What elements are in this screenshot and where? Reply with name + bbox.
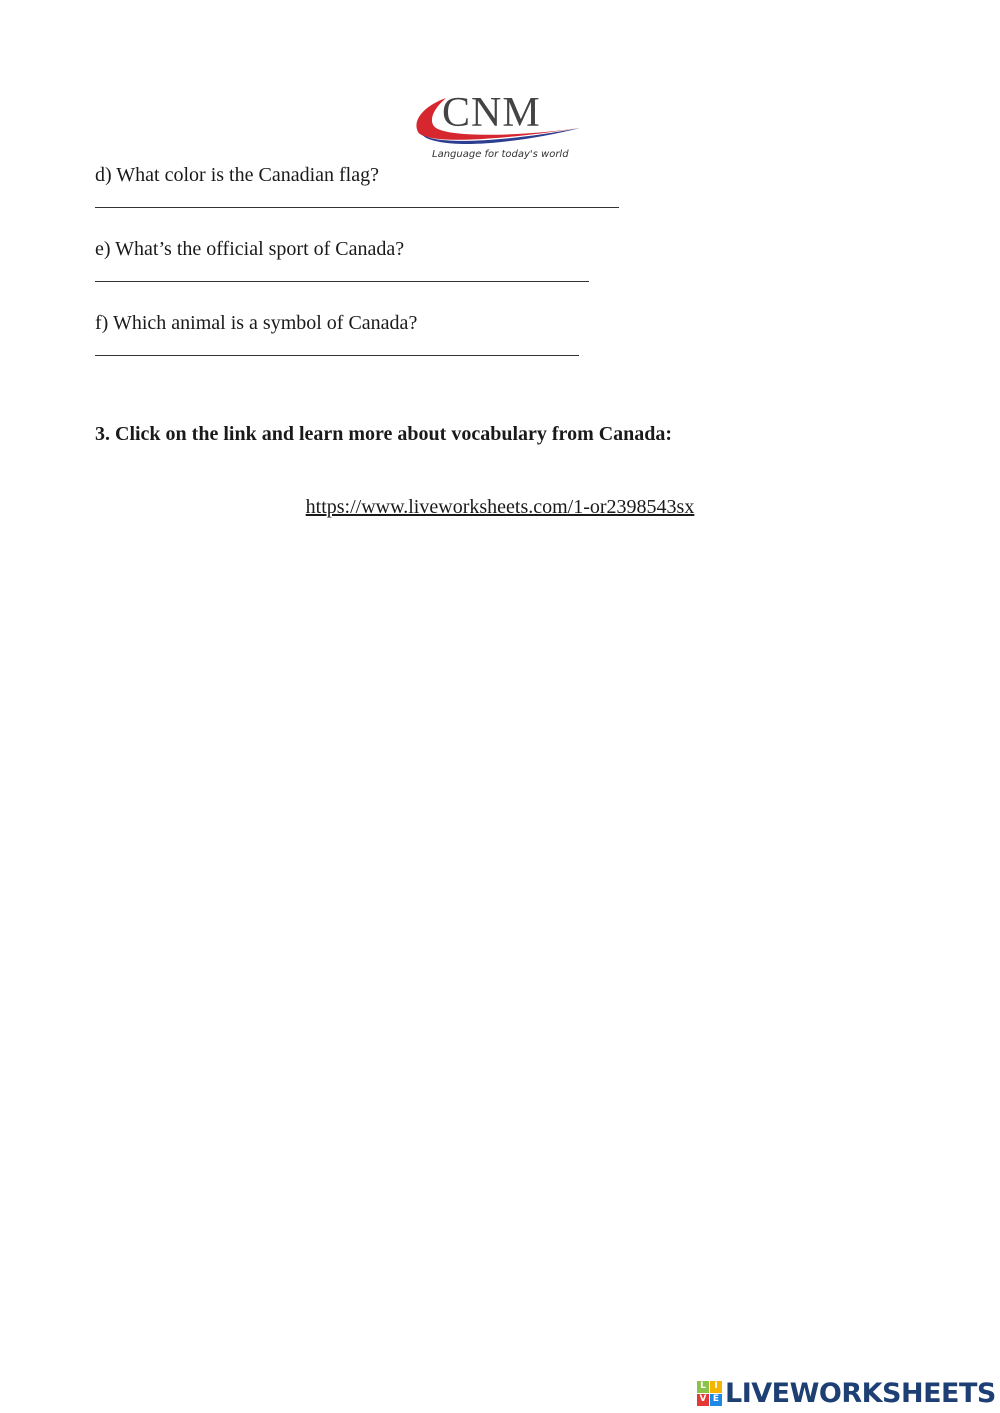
liveworksheets-link[interactable]: https://www.liveworksheets.com/1-or2398543sx <box>305 496 695 518</box>
answer-line-f[interactable] <box>95 355 579 356</box>
cnm-logo <box>412 92 587 164</box>
live-badge-icon <box>697 1381 722 1406</box>
answer-line-d[interactable] <box>95 207 619 208</box>
answer-line-e[interactable] <box>95 281 589 282</box>
badge-letter-i: I <box>710 1381 722 1393</box>
cnm-wordmark: CNM <box>442 90 541 136</box>
badge-letter-l: L <box>697 1381 709 1393</box>
link-container <box>0 495 1000 519</box>
question-d: d) What color is the Canadian flag? <box>95 164 379 186</box>
cnm-tagline: Language for today's world <box>432 149 569 160</box>
liveworksheets-wordmark: LIVEWORKSHEETS <box>725 1377 996 1409</box>
question-e: e) What’s the official sport of Canada? <box>95 238 405 260</box>
section-3-heading: 3. Click on the link and learn more about vocabulary from Canada: <box>95 423 673 445</box>
badge-letter-e: E <box>710 1394 722 1406</box>
badge-letter-v: V <box>697 1394 709 1406</box>
liveworksheets-footer-logo <box>697 1378 996 1408</box>
question-f: f) Which animal is a symbol of Canada? <box>95 312 418 334</box>
